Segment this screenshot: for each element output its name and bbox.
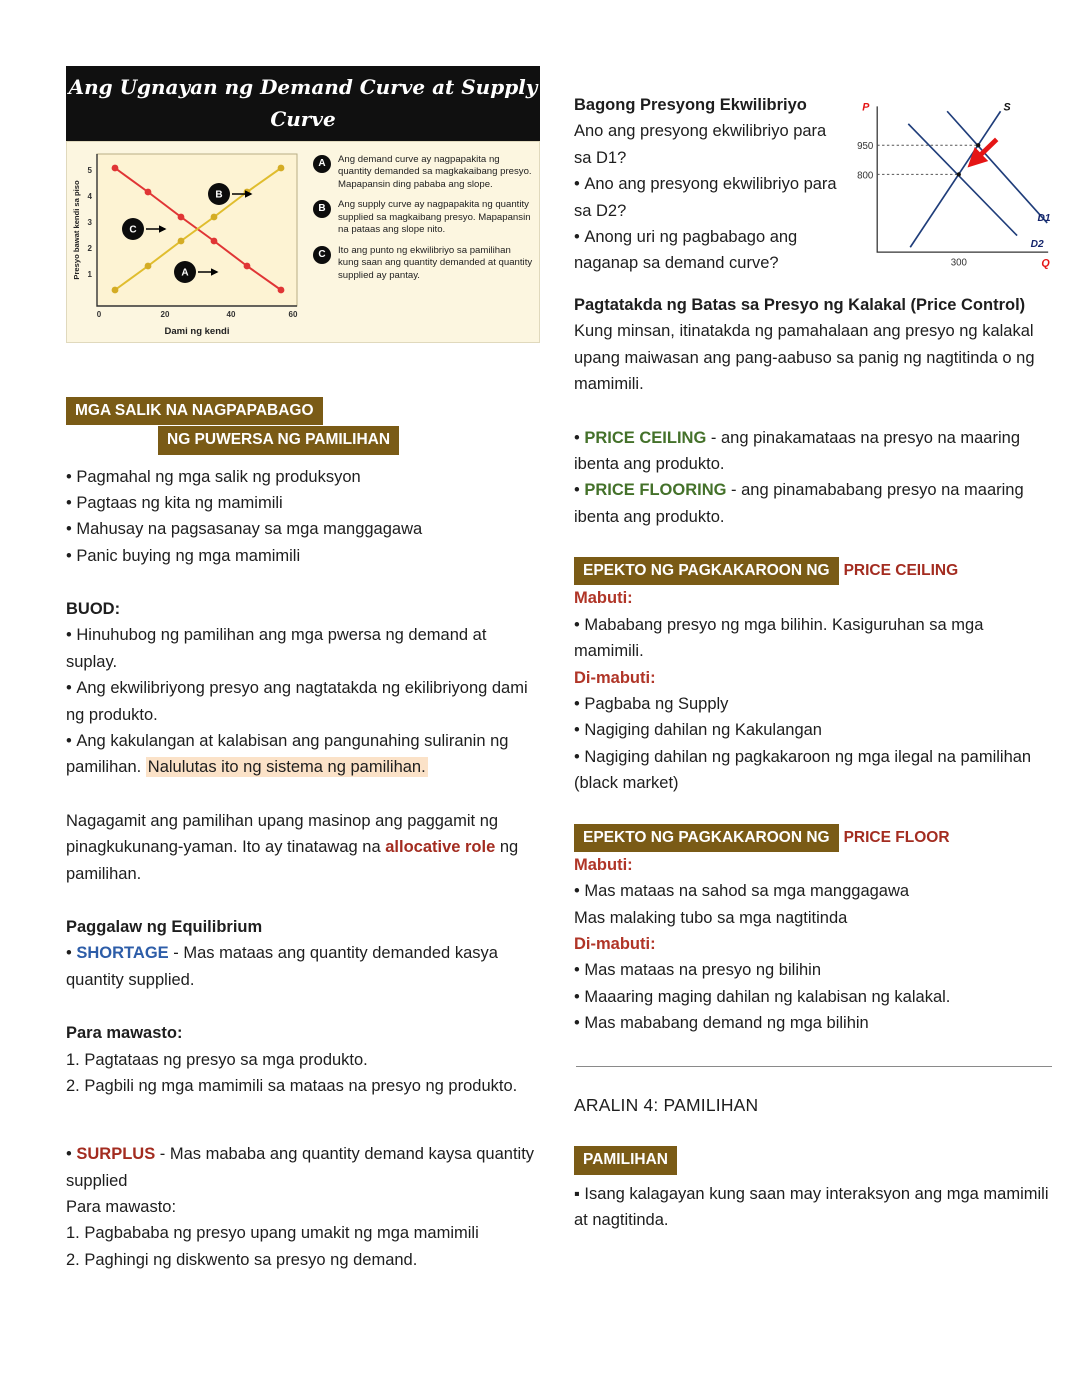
y-tick: 4: [87, 192, 92, 201]
surplus-text: - Mas mababa ang quantity demand kaysa quantity supplied: [66, 1145, 535, 1190]
d2-label: D2: [1030, 239, 1044, 251]
buod-section: [66, 596, 540, 781]
svg-text:B: B: [215, 189, 223, 201]
salik-list: [66, 464, 540, 570]
s-label: S: [1003, 101, 1011, 114]
figure-legend: [313, 150, 533, 340]
candy-market-chart: [69, 150, 305, 340]
surplus-step: 1. Pagbababa ng presyo upang umakit ng mga mamimili: [66, 1224, 479, 1243]
figure-body: [66, 141, 540, 343]
epekto-floor-term: PRICE FLOOR: [843, 828, 950, 846]
ceiling-dimabuti-item: • Nagiging dahilan ng Kakulangan: [574, 717, 1054, 743]
salik-item: • Panic buying ng mga mamimili: [66, 543, 540, 569]
demand-line-d1: [947, 111, 1047, 223]
figure-title: Ang Ugnayan ng Demand Curve at Supply Curve: [66, 66, 540, 141]
epekto-ceiling-section: [574, 557, 1054, 796]
buod-item: • Hinuhubog ng pamilihan ang mga pwersa ng demand at suplay.: [66, 622, 540, 675]
ceiling-dimabuti-item: • Pagbaba ng Supply: [574, 691, 1054, 717]
x-tick: 20: [160, 310, 170, 319]
buod-item: [66, 728, 540, 781]
legend-item-a: [313, 154, 533, 191]
allocative-post: ng pamilihan.: [66, 838, 519, 883]
floor-dimabuti-item: • Mas mababang demand ng mga bilihin: [574, 1010, 1054, 1036]
bagong-question-2: • Ano ang presyong ekwilibriyo para sa D2?: [574, 171, 846, 224]
price-ceiling-term: PRICE CEILING: [584, 428, 707, 447]
legend-item-c: [313, 245, 533, 282]
equilibrium-section: [66, 914, 540, 1273]
surplus-step: 2. Paghingi ng diskwento sa presyo ng demand.: [66, 1250, 418, 1269]
shortage-step: 2. Pagbili ng mga mamimili sa mataas na presyo ng produkto.: [66, 1076, 518, 1095]
y-tick: 1: [87, 270, 92, 279]
d1-label: D1: [1037, 213, 1051, 225]
para-mawasto-label-2: Para mawasto:: [66, 1198, 177, 1217]
price1-label: 950: [857, 141, 874, 153]
allocative-paragraph: [66, 808, 540, 887]
epekto-floor-heading: [574, 824, 1054, 852]
floor-dimabuti-item: • Maaaring maging dahilan ng kalabisan ng kalakal.: [574, 984, 1054, 1010]
supply-line-s: [910, 111, 1000, 247]
x-tick: 60: [288, 310, 298, 319]
equilibrium-diagram: [850, 94, 1054, 282]
floor-dimabuti-item: • Mas mataas na presyo ng bilihin: [574, 957, 1054, 983]
price-control-heading: Pagtatakda ng Batas sa Presyo ng Kalakal (Price Control): [574, 296, 1026, 314]
salik-item: • Pagtaas ng kita ng mamimili: [66, 490, 540, 516]
y-tick: 3: [87, 218, 92, 227]
legend-badge-b: B: [313, 200, 331, 218]
pamilihan-body: ▪ Isang kalagayan kung saan may interaksyon ang mga mamimili at nagtitinda.: [574, 1184, 1049, 1230]
legend-badge-c: C: [313, 246, 331, 264]
dimabuti-label: Di-mabuti:: [574, 934, 656, 953]
equilibrium-heading: Paggalaw ng Equilibrium: [66, 917, 263, 936]
floor-mabuti-item: • Mas mataas na sahod sa mga manggagawa: [574, 878, 1054, 904]
price-floor-term: PRICE FLOORING: [584, 481, 727, 500]
x-tick: 0: [96, 310, 102, 319]
ceiling-dimabuti-item: • Nagiging dahilan ng pagkakaroon ng mga ilegal na pamilihan (black market): [574, 744, 1054, 797]
epekto-floor-box: EPEKTO NG PAGKAKAROON NG: [574, 824, 839, 852]
qty-label: 300: [950, 257, 967, 269]
salik-heading-line2: NG PUWERSA NG PAMILIHAN: [158, 426, 399, 454]
legend-text-b: Ang supply curve ay nagpapakita ng quantity supplied sa magkaibang presyo. Mapapansin na pataas ang slope nito.: [338, 199, 531, 236]
surplus-term: SURPLUS: [76, 1145, 156, 1164]
legend-badge-a: A: [313, 155, 331, 173]
salik-heading: [66, 397, 540, 455]
bagong-questions: [574, 92, 846, 282]
bagong-question-3: • Anong uri ng pagbabago ang naganap sa demand curve?: [574, 224, 846, 277]
buod-item: • Ang ekwilibriyong presyo ang nagtatakda ng ekilibriyong dami ng produkto.: [66, 675, 540, 728]
shortage-step: 1. Pagtataas ng presyo sa mga produkto.: [66, 1050, 368, 1069]
mabuti-label: Mabuti:: [574, 589, 633, 608]
bagong-section: [574, 92, 1054, 282]
section-divider: [576, 1066, 1052, 1067]
y-axis-label: Presyo bawat kendi sa piso: [72, 180, 81, 280]
x-axis-label: Dami ng kendi: [164, 326, 230, 337]
legend-text-a: Ang demand curve ay nagpapakita ng quantity demanded sa magkakaibang presyo. Mapapansin ding pababa ang slope.: [338, 154, 532, 190]
ceiling-mabuti-item: • Mababang presyo ng mga bilihin. Kasiguruhan sa mga mamimili.: [574, 612, 1054, 665]
bagong-heading: Bagong Presyong Ekwilibriyo: [574, 96, 807, 114]
x-tick: 40: [226, 310, 236, 319]
mabuti-label: Mabuti:: [574, 855, 633, 874]
epekto-ceiling-term: PRICE CEILING: [843, 562, 959, 580]
price-ceiling-text: - ang pinakamataas na presyo na maaring ibenta ang produkto.: [574, 428, 1020, 473]
para-mawasto-label-1: Para mawasto:: [66, 1024, 183, 1043]
buod-item-text: Ang kakulangan at kalabisan ang pangunahing suliranin ng pamilihan.: [66, 732, 509, 777]
epekto-ceiling-heading: [574, 557, 1054, 585]
svg-text:C: C: [129, 224, 137, 236]
price-control-section: [574, 292, 1054, 530]
epekto-floor-section: [574, 824, 1054, 1037]
q-axis-label: Q: [1041, 257, 1050, 270]
legend-item-b: [313, 199, 533, 236]
allocative-pre: Nagagamit ang pamilihan upang masinop ang paggamit ng pinagkukunang-yaman. Ito ay tinatawag na: [66, 811, 499, 857]
shortage-line: [66, 940, 540, 993]
pamilihan-section: [574, 1146, 1054, 1233]
aralin-heading: ARALIN 4: PAMILIHAN: [574, 1095, 759, 1116]
dimabuti-label: Di-mabuti:: [574, 668, 656, 687]
salik-heading-line1: MGA SALIK NA NAGPAPABAGO: [66, 397, 323, 425]
price-ceiling-line: [574, 425, 1054, 478]
demand-supply-figure: [66, 66, 540, 343]
buod-label: BUOD:: [66, 600, 121, 619]
price-floor-line: [574, 477, 1054, 530]
demand-line-d2: [908, 124, 1017, 236]
pamilihan-heading: PAMILIHAN: [574, 1146, 677, 1174]
epekto-ceiling-box: EPEKTO NG PAGKAKAROON NG: [574, 557, 839, 585]
allocative-term: allocative role: [385, 838, 496, 857]
shortage-text: - Mas mataas ang quantity demanded kasya quantity supplied.: [66, 944, 498, 989]
shortage-term: SHORTAGE: [76, 944, 169, 963]
svg-text:A: A: [181, 267, 189, 279]
surplus-line: [66, 1141, 540, 1194]
right-column: [574, 66, 1054, 1273]
y-tick: 2: [87, 244, 92, 253]
salik-item: • Mahusay na pagsasanay sa mga manggagawa: [66, 516, 540, 542]
floor-mabuti-line2: Mas malaking tubo sa mga nagtitinda: [574, 908, 848, 927]
price2-label: 800: [857, 170, 874, 182]
salik-item: • Pagmahal ng mga salik ng produksyon: [66, 464, 540, 490]
legend-text-c: Ito ang punto ng ekwilibriyo sa pamilihan kung saan ang quantity demanded at quantity supplied ay pantay.: [338, 244, 533, 281]
equilibrium-point-d2: [957, 172, 961, 176]
bagong-question-1: Ano ang presyong ekwilibriyo para sa D1?: [574, 122, 827, 167]
p-axis-label: P: [862, 101, 870, 114]
price-floor-text: - ang pinamababang presyo na maaring ibenta ang produkto.: [574, 481, 1024, 526]
highlighted-text: Nalulutas ito ng sistema ng pamilihan.: [147, 758, 426, 777]
price-control-body: Kung minsan, itinatakda ng pamahalaan ang presyo ng kalakal upang maiwasan ang pang-aabuso sa panig ng nagtitinda o ng mamimili.: [574, 322, 1035, 394]
y-tick: 5: [87, 166, 92, 175]
equilibrium-point-d1: [976, 143, 980, 147]
left-column: [66, 66, 540, 1273]
